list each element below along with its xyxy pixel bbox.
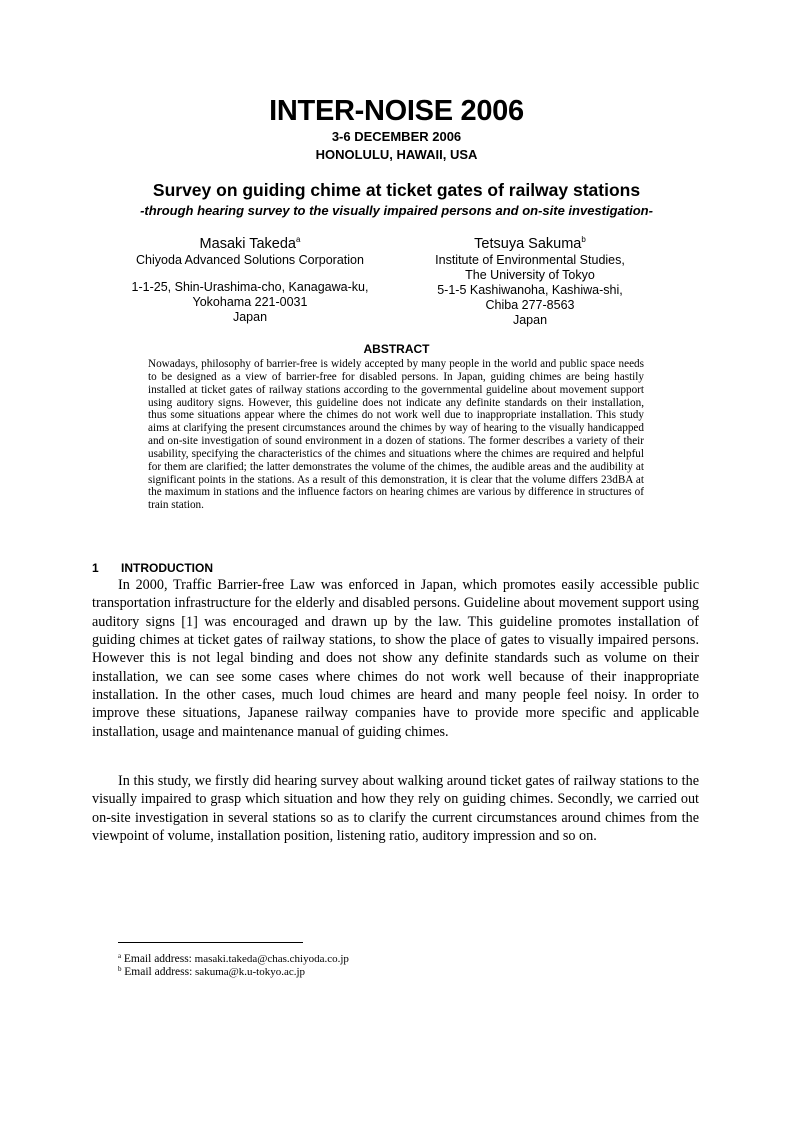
abstract-text: Nowadays, philosophy of barrier-free is widely accepted by many people in the world and public space needs to be designed as a view of barrier-free for disabled persons. In Japan, guiding chimes are being hastily installed at ticket gates of railway stations according to the governmental guideline about movement support using auditory signs. However, this guideline does not indicate any definite standards on their installation, thus some situations appear where the chimes do not work well due to inappropriate installation. This study aims at clarifying the present circumstances around the chimes by way of hearing to the visually handicapped and on-site investigation of sound environment in a dozen of stations. The former describes a variety of their usability, specifying the characteristics of the chimes and situations where the chimes are required and helpful for them are clarified; the latter demonstrates the volume of the chimes, the audible areas and the audibility at significant points in the stations. As a result of this demonstration, it is clear that the volume differs 23dBA at the maximum in stations and the influence factors on hearing chimes are various by difference in structures of train station. [148, 358, 644, 512]
author-affiliation: The University of Tokyo [465, 268, 595, 282]
abstract-heading: ABSTRACT [363, 342, 430, 356]
section-number: 1 [92, 561, 99, 575]
author-block [100, 236, 400, 325]
author-affiliation: Institute of Environmental Studies, [435, 253, 625, 267]
footnote [118, 966, 305, 979]
footnote-divider [118, 942, 303, 943]
conference-title: INTER-NOISE 2006 [269, 95, 524, 127]
footnote-label: Email address: [124, 966, 193, 978]
body-paragraph: In this study, we firstly did hearing survey about walking around ticket gates of railway stations to the visually impaired to grasp which situation and how they rely on guiding chimes. Secondly, we carried out on-site investigation in several stations so as to clarify the current circumstances around chimes from the viewpoint of volume, installation position, listening ratio, auditory impression and so on. [92, 773, 699, 845]
conference-location: HONOLULU, HAWAII, USA [315, 147, 478, 162]
section-title: INTRODUCTION [121, 561, 213, 575]
footnote-mark: a [118, 952, 122, 960]
author-address-line: 1-1-25, Shin-Urashima-cho, Kanagawa-ku, [131, 280, 369, 294]
footnote-label: Email address: [123, 953, 192, 965]
author-address-line: Chiba 277-8563 [485, 298, 575, 312]
paper-title: Survey on guiding chime at ticket gates of railway stations [152, 180, 641, 200]
author-footnote-mark: b [581, 235, 586, 244]
author-affiliation: Chiyoda Advanced Solutions Corporation [136, 253, 364, 267]
author-address-line: Yokohama 221-0031 [192, 295, 308, 309]
author-address-line: 5-1-5 Kashiwanoha, Kashiwa-shi, [437, 283, 623, 297]
author-country: Japan [232, 310, 268, 324]
author-name: Masaki Takeda$^a$ [199, 235, 301, 252]
conference-dates: 3-6 DECEMBER 2006 [331, 129, 462, 144]
footnote-mark: b [118, 965, 122, 973]
paper-subtitle: -through hearing survey to the visually impaired persons and on-site investigation- [140, 203, 653, 218]
footnote-email-link[interactable]: sakuma@k.u-tokyo.ac.jp [195, 966, 306, 978]
author-country: Japan [512, 313, 548, 327]
section-heading [92, 561, 213, 575]
footnote [118, 953, 349, 966]
author-block [380, 236, 680, 328]
author-footnote-mark: a [296, 235, 301, 244]
author-name: Tetsuya Sakuma$^b$ [474, 235, 586, 252]
body-paragraph: In 2000, Traffic Barrier-free Law was enforced in Japan, which promotes easily accessible public transportation infrastructure for the elderly and disabled persons. Guideline about movement support using auditory signs [1] was encouraged and drawn up by the law. This guideline promotes installation of guiding chimes at ticket gates of railway stations, to show the place of gates to visually impaired persons. However this is not legal binding and does not show any definite standards such as volume on their installation, we can see some cases where chimes do not work well because of their inappropriate installation. In the other cases, much loud chimes are heard and many people feel noisy. In order to improve these situations, Japanese railway companies have to provide more specific and applicable installation, usage and maintenance manual of guiding chimes. [92, 577, 699, 740]
footnote-email-link[interactable]: masaki.takeda@chas.chiyoda.co.jp [194, 953, 349, 965]
